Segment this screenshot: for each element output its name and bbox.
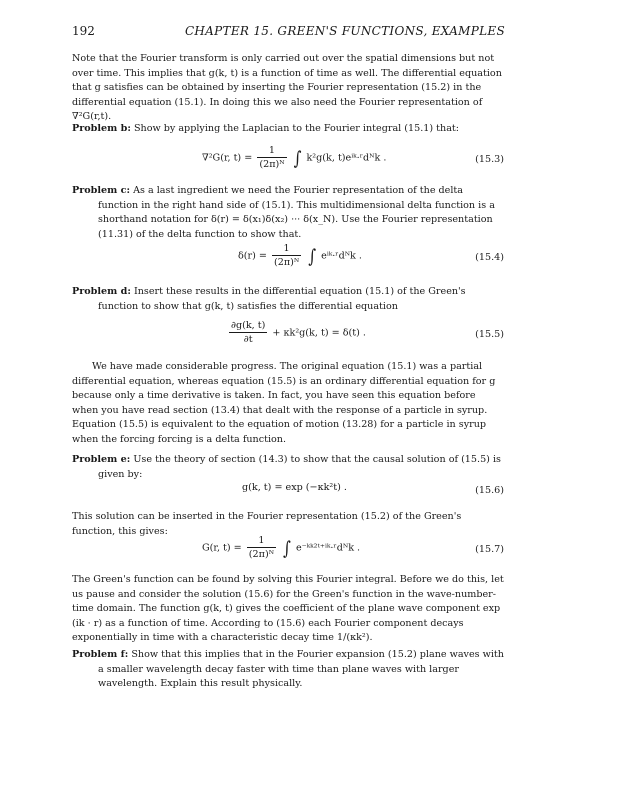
problem-e-label: Problem e: xyxy=(72,454,131,465)
problem-d xyxy=(72,285,504,314)
eq6-expression: g(k, t) = exp (−κk²t) . xyxy=(242,482,347,493)
eq7-fraction: $\frac{1}{\text{(2π)ᴺ}}$ xyxy=(248,535,274,560)
paragraph-greens-function: The Green's function can be found by solving this Fourier integral. Before we do this, let us pause and consider the solution (15.6) for the Green's function in the wave-number-time domain. The function g(k, t) gives the coefficient of the plane wave component exp (ik · r) as a function of time. According to (15.6) each Fourier component decays exponentially in time with a characteristic decay time 1/(κk²). xyxy=(72,574,504,643)
problem-d-label: Problem d: xyxy=(72,286,131,297)
problem-f-label: Problem f: xyxy=(72,649,129,660)
problem-f xyxy=(72,648,504,692)
problem-b-text: Show by applying the Laplacian to the Fourier integral (15.1) that: xyxy=(133,123,460,134)
equation-15-3 xyxy=(72,145,504,173)
eq5-number: (15.5) xyxy=(475,329,504,340)
page-header xyxy=(72,24,505,40)
eq3-fraction: $\frac{1}{\text{(2π)ᴺ}}$ xyxy=(259,145,285,170)
eq3-lhs: ∇²G(r, t) = xyxy=(202,152,253,164)
eq5-fraction: $\frac{\partial g(k, t)}{\partial t}$ xyxy=(231,320,266,345)
equation-15-7 xyxy=(72,535,504,563)
running-title: CHAPTER 15. GREEN'S FUNCTIONS, EXAMPLES xyxy=(184,24,505,38)
integral-sign: ∫ xyxy=(293,146,302,170)
eq7-rhs: e⁻ᵏᵏ²ᵗ⁺ⁱᵏ·ʳdᴺk . xyxy=(295,542,361,554)
equation-15-5 xyxy=(72,320,504,348)
integral-sign: ∫ xyxy=(308,244,317,268)
eq6-number: (15.6) xyxy=(475,485,504,496)
problem-d-text: Insert these results in the differential equation (15.1) of the Green's function to show that g(k, t) satisfies the differential equation xyxy=(98,286,466,312)
paragraph-intro: Note that the Fourier transform is only carried out over the spatial dimensions but not over time. This implies that g(k, t) is a function of time as well. The differential equation that g satisfies can be obtained by inserting the Fourier representation (15.2) in the differential equation (15.1). In doing this we also need the Fourier representation of ∇²G(r,t). xyxy=(72,53,502,122)
eq3-rhs: k²g(k, t)eⁱᵏ·ʳdᴺk . xyxy=(306,152,387,164)
problem-b-label: Problem b: xyxy=(72,123,131,134)
problem-c xyxy=(72,184,504,242)
eq7-lhs: G(r, t) = xyxy=(202,542,242,554)
integral-sign: ∫ xyxy=(283,536,291,560)
eq3-number: (15.3) xyxy=(475,154,504,165)
equation-15-6 xyxy=(72,476,504,504)
problem-b xyxy=(72,122,504,137)
eq4-number: (15.4) xyxy=(475,252,504,263)
eq4-fraction: $\frac{1}{\text{(2π)ᴺ}}$ xyxy=(274,243,300,268)
eq7-number: (15.7) xyxy=(475,544,504,555)
problem-f-text: Show that this implies that in the Fourier expansion (15.2) plane waves with a smaller wavelength decay faster with time than plane waves with larger wavelength. Explain this result physically. xyxy=(98,649,504,689)
equation-15-4 xyxy=(72,243,504,271)
paragraph-insert: This solution can be inserted in the Fourier representation (15.2) of the Green's function, this gives: xyxy=(72,511,462,537)
problem-c-text: As a last ingredient we need the Fourier representation of the delta function in the right hand side of (15.1). This multidimensional delta function is a shorthand notation for δ(r) = δ(x₁)δ(x₂) ··· δ(x_N). Use the Fourier representation (11.31) of the delta function to show that. xyxy=(98,185,495,240)
page-number: 192 xyxy=(72,24,95,38)
eq4-lhs: δ(r) = xyxy=(238,250,267,262)
eq4-rhs: eⁱᵏ·ʳdᴺk . xyxy=(321,250,362,262)
eq5-rhs: + κk²g(k, t) = δ(t) . xyxy=(272,327,366,339)
paragraph-progress: We have made considerable progress. The original equation (15.1) was a partial differential equation, whereas equation (15.5) is an ordinary differential equation for g because only a time derivative is taken. In fact, you have seen this equation before when you have read section (13.4) that dealt with the response of a particle in syrup. Equation (15.5) is equivalent to the equation of motion (13.28) for a particle in syrup when the forcing forcing is a delta function. xyxy=(72,361,496,445)
problem-c-label: Problem c: xyxy=(72,185,130,196)
problem-e-text: Use the theory of section (14.3) to show that the causal solution of (15.5) is given by: xyxy=(98,454,501,480)
